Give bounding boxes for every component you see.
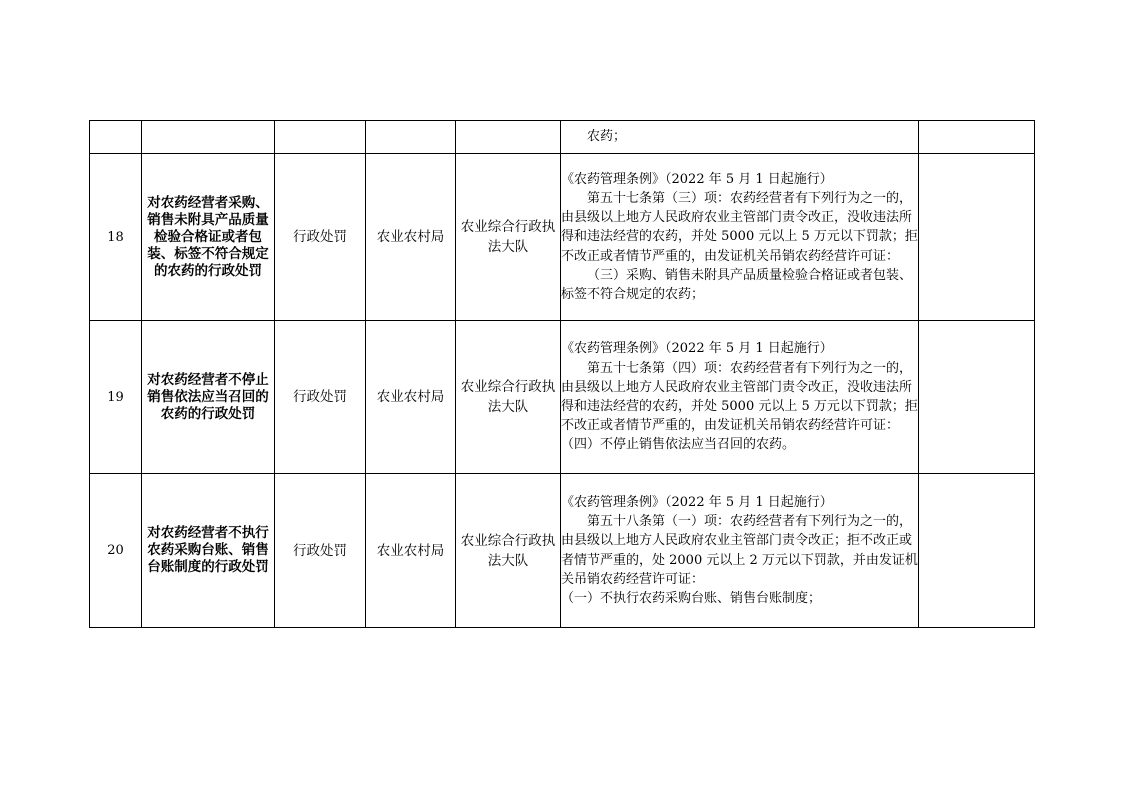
basis-source: 《农药管理条例》（2022 年 5 月 1 日起施行） [561, 494, 833, 510]
basis-source: 《农药管理条例》（2022 年 5 月 1 日起施行） [561, 171, 833, 187]
department: 农业农村局 [366, 474, 456, 628]
department [366, 121, 456, 154]
basis-article: 第五十八条第（一）项：农药经营者有下列行为之一的，由县级以上地方人民政府农业主管部门责令改正；拒不改正或者情节严重的，处 2000 元以上 2 万元以下罚款，并由发证机关吊销农药经营许可证： [561, 514, 918, 587]
note [919, 154, 1035, 321]
department: 农业农村局 [366, 154, 456, 321]
table-row [90, 154, 1035, 321]
basis-clause: （一）不执行农药采购台账、销售台账制度； [561, 590, 822, 606]
basis-clause: （四）不停止销售依法应当召回的农药。 [561, 437, 796, 453]
basis-line: 农药； [587, 129, 627, 145]
item-type: 行政处罚 [275, 474, 366, 628]
row-number: 18 [90, 154, 142, 321]
legal-basis [561, 321, 919, 474]
table-row [90, 474, 1035, 628]
item-type: 行政处罚 [275, 154, 366, 321]
note [919, 121, 1035, 154]
executor [456, 121, 561, 154]
executor: 农业综合行政执法大队 [456, 474, 561, 628]
basis-article: 第五十七条第（四）项：农药经营者有下列行为之一的，由县级以上地方人民政府农业主管部门责令改正，没收违法所得和违法经营的农药，并处 5000 元以上 5 万元以下罚款；拒不改正或者情节严重的，由发证机关吊销农药经营许可证： [561, 360, 918, 434]
row-number: 19 [90, 321, 142, 474]
item-name [142, 121, 275, 154]
note [919, 321, 1035, 474]
note [919, 474, 1035, 628]
item-type [275, 121, 366, 154]
legal-basis [561, 154, 919, 321]
table-row [90, 121, 1035, 154]
item-name: 对农药经营者不停止销售依法应当召回的农药的行政处罚 [142, 321, 275, 474]
department: 农业农村局 [366, 321, 456, 474]
basis-article: 第五十七条第（三）项：农药经营者有下列行为之一的，由县级以上地方人民政府农业主管部门责令改正，没收违法所得和违法经营的农药，并处 5000 元以上 5 万元以下罚款；拒不改正或者情节严重的，由发证机关吊销农药经营许可证： [561, 190, 918, 264]
table-row [90, 321, 1035, 474]
penalty-table [89, 120, 1035, 628]
executor: 农业综合行政执法大队 [456, 154, 561, 321]
executor: 农业综合行政执法大队 [456, 321, 561, 474]
row-number: 20 [90, 474, 142, 628]
item-name: 对农药经营者不执行农药采购台账、销售台账制度的行政处罚 [142, 474, 275, 628]
item-name: 对农药经营者采购、销售未附具产品质量检验合格证或者包装、标签不符合规定的农药的行政处罚 [142, 154, 275, 321]
legal-basis [561, 121, 919, 154]
basis-clause: （三）采购、销售未附具产品质量检验合格证或者包装、标签不符合规定的农药； [561, 267, 913, 302]
item-type: 行政处罚 [275, 321, 366, 474]
row-number [90, 121, 142, 154]
basis-source: 《农药管理条例》（2022 年 5 月 1 日起施行） [561, 341, 833, 357]
legal-basis [561, 474, 919, 628]
